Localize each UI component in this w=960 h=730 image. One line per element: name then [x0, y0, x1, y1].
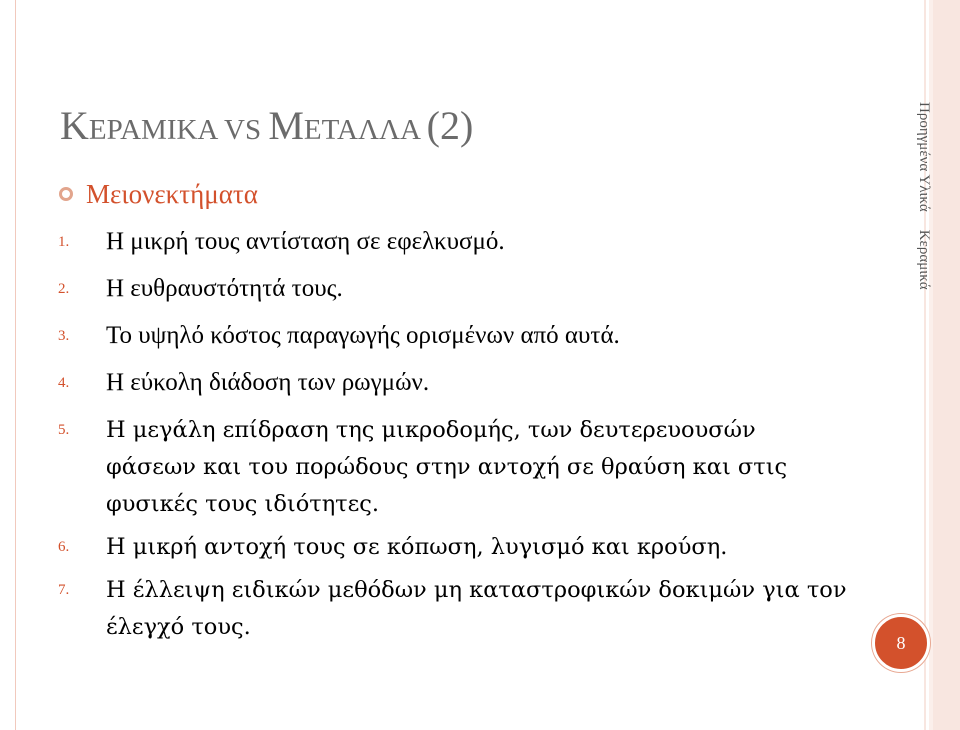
list-item-number: 5. — [58, 422, 70, 438]
left-border-line — [15, 0, 16, 730]
list-item — [58, 572, 848, 646]
page-number: 8 — [896, 632, 906, 653]
side-label-topic: Κεραμικά — [916, 229, 932, 290]
list-item-number: 7. — [58, 582, 70, 598]
list-item — [58, 529, 848, 566]
list-item-number: 6. — [58, 539, 70, 555]
list-item-text: Η μεγάλη επίδραση της μικροδομής, των δευτερευουσών φάσεων και του πορώδους στην αντοχή σε θραύση και στις φυσικές τους ιδιότητες. — [106, 417, 788, 517]
section-heading — [58, 178, 258, 210]
section-heading-text: Μειονεκτήματα — [86, 179, 258, 209]
list-item-text: Η εύκολη διάδοση των ρωγμών. — [106, 369, 430, 396]
side-label — [914, 102, 934, 342]
list-item-text: Η μικρή τους αντίσταση σε εφελκυσμό. — [106, 228, 505, 255]
numbered-list — [58, 224, 848, 652]
slide-title — [60, 102, 473, 154]
title-part: ΚΕΡΑΜΙΚΑ VS — [60, 103, 269, 148]
list-item-text: Η έλλειψη ειδικών μεθόδων μη καταστροφικών δοκιμών για τον έλεγχό τους. — [106, 577, 847, 640]
list-item-text: Το υψηλό κόστος παραγωγής ορισμένων από αυτά. — [106, 322, 620, 349]
list-item-number: 4. — [58, 375, 70, 391]
right-border-band — [933, 0, 960, 730]
list-item — [58, 271, 848, 307]
side-label-course: Προηγμένα Υλικά — [916, 102, 932, 212]
list-item-number: 2. — [58, 281, 70, 297]
list-item-text: Η μικρή αντοχή τους σε κόπωση, λυγισμό και κρούση. — [106, 534, 728, 560]
list-item — [58, 365, 848, 401]
list-item-number: 1. — [58, 234, 70, 250]
page-number-badge — [872, 614, 930, 672]
list-item — [58, 318, 848, 354]
circle-bullet-icon — [58, 186, 74, 202]
title-part: (2) — [426, 103, 474, 148]
list-item — [58, 224, 848, 260]
title-part: ΜΕΤΑΛΛΑ — [268, 103, 427, 148]
list-item-number: 3. — [58, 328, 70, 344]
list-item-text: Η ευθραυστότητά τους. — [106, 275, 343, 302]
list-item — [58, 412, 848, 523]
